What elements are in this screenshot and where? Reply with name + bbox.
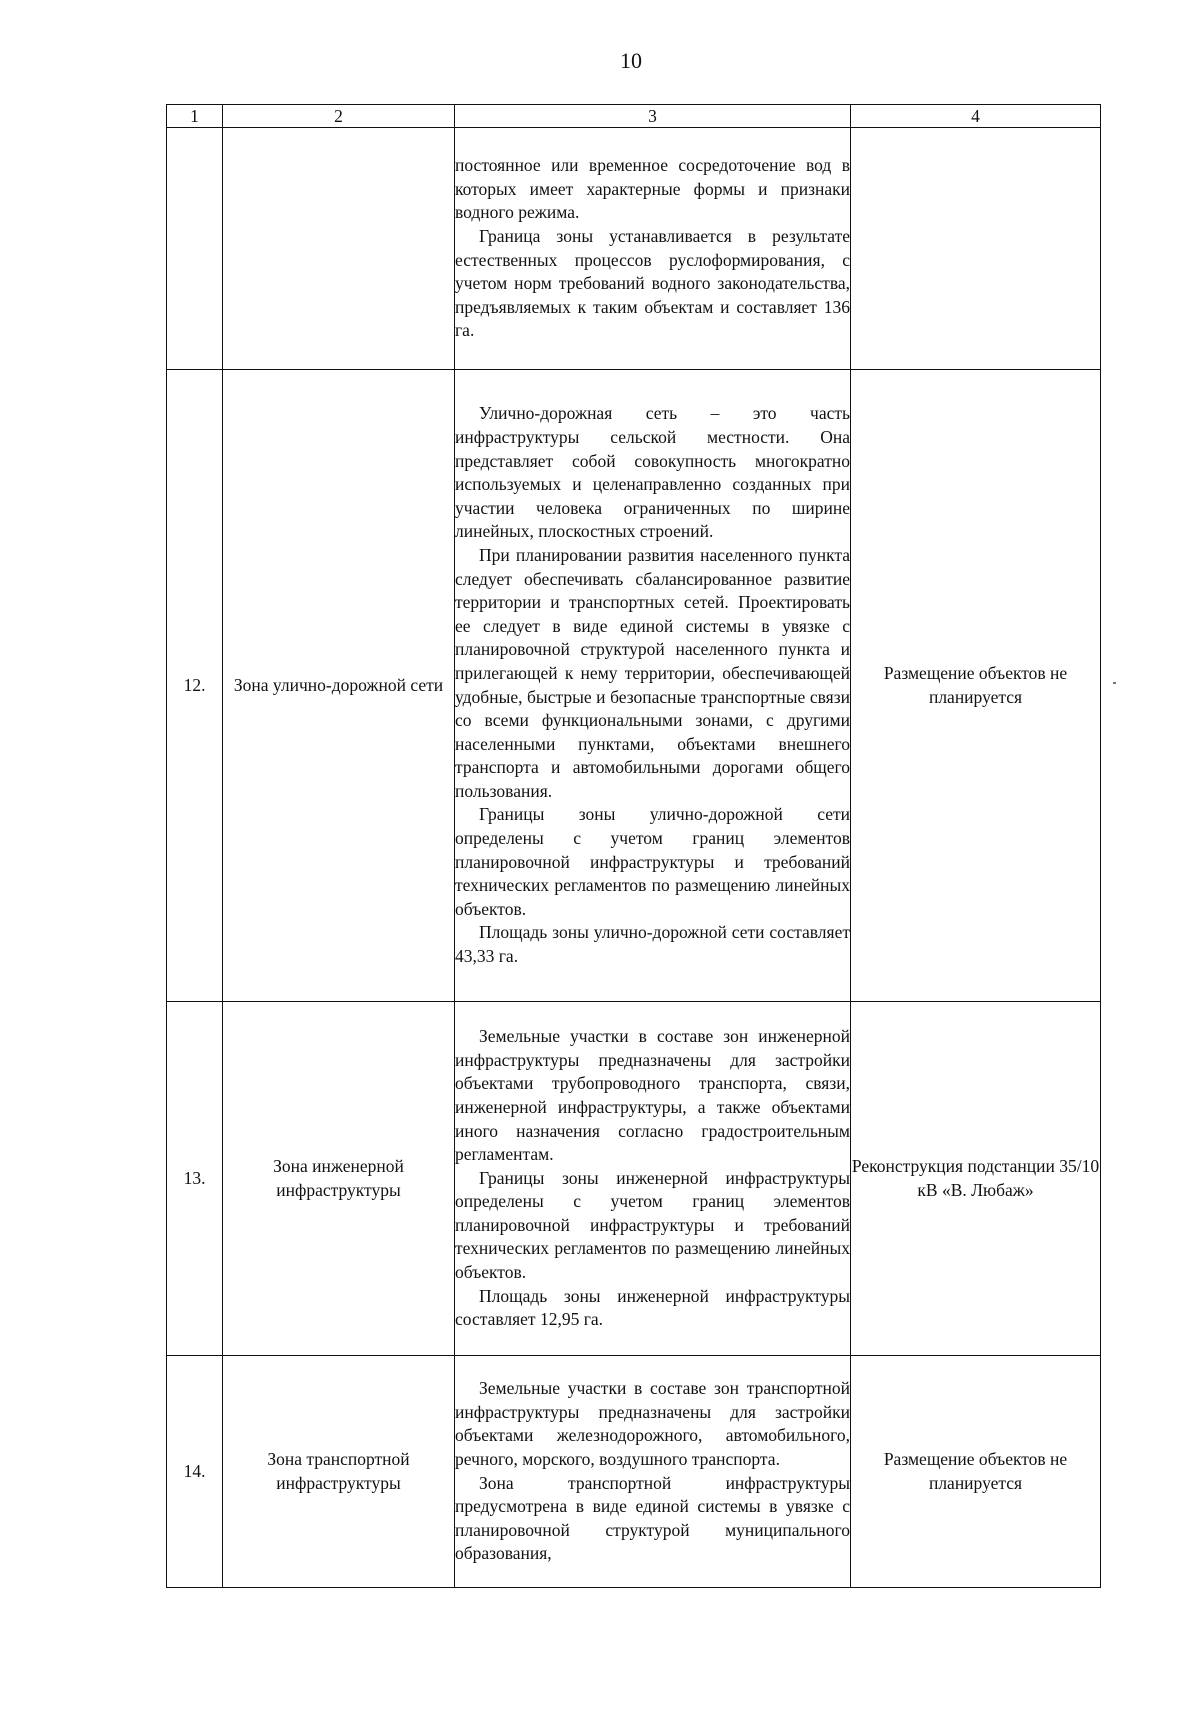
planned-objects-cell (851, 128, 1101, 370)
row-number-cell: 12. (167, 370, 223, 1002)
description-cell (455, 370, 851, 1002)
table-row-13 (167, 1002, 1101, 1356)
scan-speck (1113, 682, 1116, 684)
page-number: 10 (620, 48, 642, 73)
description-paragraph: Земельные участки в составе зон инженерной инфраструктуры предназначены для застройки объектами трубопроводного транспорта, связи, инженерной инфраструктуры, а также объектами иного назначения согласно градостроительным регламентам. (455, 1026, 850, 1165)
header-col-2: 2 (223, 105, 455, 128)
description-paragraph: Площадь зоны инженерной инфраструктуры составляет 12,95 га. (455, 1285, 850, 1330)
planned-objects-cell: Размещение объектов не планируется (851, 370, 1101, 1002)
row-number-cell (167, 128, 223, 370)
header-col-4: 4 (851, 105, 1101, 128)
description-cell (455, 1356, 851, 1588)
row-number-cell: 13. (167, 1002, 223, 1356)
description-cell (455, 128, 851, 370)
planned-objects-cell: Реконструкция подстанции 35/10 кВ «В. Любаж» (851, 1002, 1101, 1356)
zone-name-cell: Зона транспортной инфраструктуры (223, 1356, 455, 1588)
description-paragraph: постоянное или временное сосредоточение вод в которых имеет характерные формы и признаки водного режима. (455, 155, 850, 223)
zones-table (166, 104, 1101, 1588)
description-paragraph: Земельные участки в составе зон транспортной инфраструктуры предназначены для застройки объектами железнодорожного, автомобильного, речного, морского, воздушного транспорта. (455, 1378, 850, 1469)
header-col-1: 1 (167, 105, 223, 128)
row-number-cell: 14. (167, 1356, 223, 1588)
description-paragraph: Границы зоны инженерной инфраструктуры определены с учетом границ элементов планировочной инфраструктуры и требований технических регламентов по размещению линейных объектов. (455, 1167, 850, 1283)
table-header-row (167, 105, 1101, 128)
zone-name-cell: Зона улично-дорожной сети (223, 370, 455, 1002)
description-paragraph: Улично-дорожная сеть – это часть инфраструктуры сельской местности. Она представляет собой совокупность многократно используемых и целенаправленно созданных при участии человека ограниченных по ширине линейных, плоскостных строений. (455, 403, 850, 542)
table-row-14 (167, 1356, 1101, 1588)
planned-objects-cell: Размещение объектов не планируется (851, 1356, 1101, 1588)
description-paragraph: Зона транспортной инфраструктуры предусмотрена в виде единой системы в увязке с планировочной структурой муниципального образования, (455, 1472, 850, 1564)
zone-name-cell: Зона инженерной инфраструктуры (223, 1002, 455, 1356)
zone-name-cell (223, 128, 455, 370)
description-paragraph: При планировании развития населенного пункта следует обеспечивать сбалансированное развитие территории и транспортных сетей. Проектировать ее следует в виде единой системы в увязке с планировочной структурой населенного пункта и прилегающей к нему территории, обеспечивающей удобные, быстрые и безопасные транспортные связи со всеми функциональными зонами, с другими населенными пунктами, объектами внешнего транспорта и автомобильными дорогами общего пользования. (455, 544, 850, 801)
description-paragraph: Площадь зоны улично-дорожной сети составляет 43,33 га. (455, 922, 850, 967)
description-paragraph: Границы зоны улично-дорожной сети определены с учетом границ элементов планировочной инфраструктуры и требований технических регламентов по размещению линейных объектов. (455, 804, 850, 919)
description-cell (455, 1002, 851, 1356)
description-paragraph: Граница зоны устанавливается в результате естественных процессов руслоформирования, с учетом норм требований водного законодательства, предъявляемых к таким объектам и составляет 136 га. (455, 225, 850, 341)
header-col-3: 3 (455, 105, 851, 128)
table-row-continuation (167, 128, 1101, 370)
table-row-12 (167, 370, 1101, 1002)
